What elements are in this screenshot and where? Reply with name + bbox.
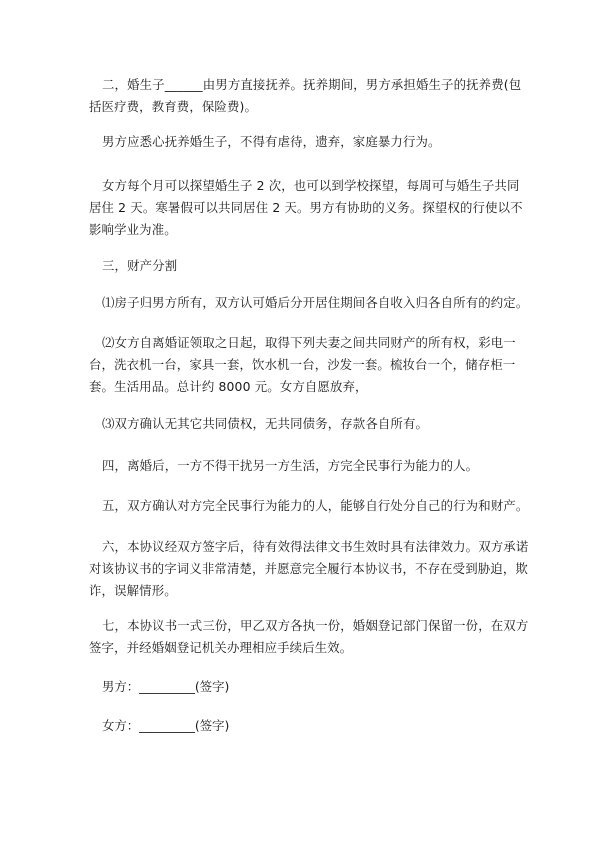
male-signature-line: 男方：_________(签字) xyxy=(102,679,230,694)
clause-7: 七，本协议书一式三份，甲乙双方各执一份，婚姻登记部门保留一份，在双方签字，并经婚姻登记机关办理相应手续后生效。 xyxy=(89,618,529,655)
female-signature-line: 女方：_________(签字) xyxy=(102,718,230,733)
clause-3-item-3: ⑶双方确认无其它共同债权，无共同债务，存款各自所有。 xyxy=(102,416,429,431)
clause-3-item-2: ⑵女方自离婚证领取之日起，取得下列夫妻之间共同财产的所有权，彩电一台，洗衣机一台，家具一套，饮水机一台，沙发一套。梳妆台一个，储存柜一套。生活用品。总计约 8000 元。女方自愿放弃， xyxy=(89,335,516,394)
clause-3-item-1: ⑴房子归男方所有，双方认可婚后分开居住期间各自收入归各自所有的约定。 xyxy=(102,295,529,310)
clause-3-heading: 三，财产分割 xyxy=(102,258,178,273)
clause-6: 六，本协议经双方签字后，待有效得法律文书生效时具有法律效力。双方承诺对该协议书的字词义非常清楚，并愿意完全履行本协议书，不存在受到胁迫，欺诈，误解情形。 xyxy=(89,539,529,598)
clause-4: 四，离婚后，一方不得干扰另一方生活，方完全民事行为能力的人。 xyxy=(102,458,479,473)
clause-2-custody: 二，婚生子______由男方直接抚养。抚养期间，男方承担婚生子的抚养费(包括医疗费，教育费，保险费)。 xyxy=(89,77,522,114)
clause-2-visitation: 女方每个月可以探望婚生子 2 次，也可以到学校探望，每周可与婚生子共同居住 2 天。寒暑假可以共同居住 2 天。男方有协助的义务。探望权的行使以不影响学业为准。 xyxy=(89,178,523,237)
clause-2-care-duty: 男方应悉心抚养婚生子，不得有虐待，遗弃，家庭暴力行为。 xyxy=(102,134,441,149)
clause-5: 五，双方确认对方完全民事行为能力的人，能够自行处分自己的行为和财产。 xyxy=(102,498,529,513)
